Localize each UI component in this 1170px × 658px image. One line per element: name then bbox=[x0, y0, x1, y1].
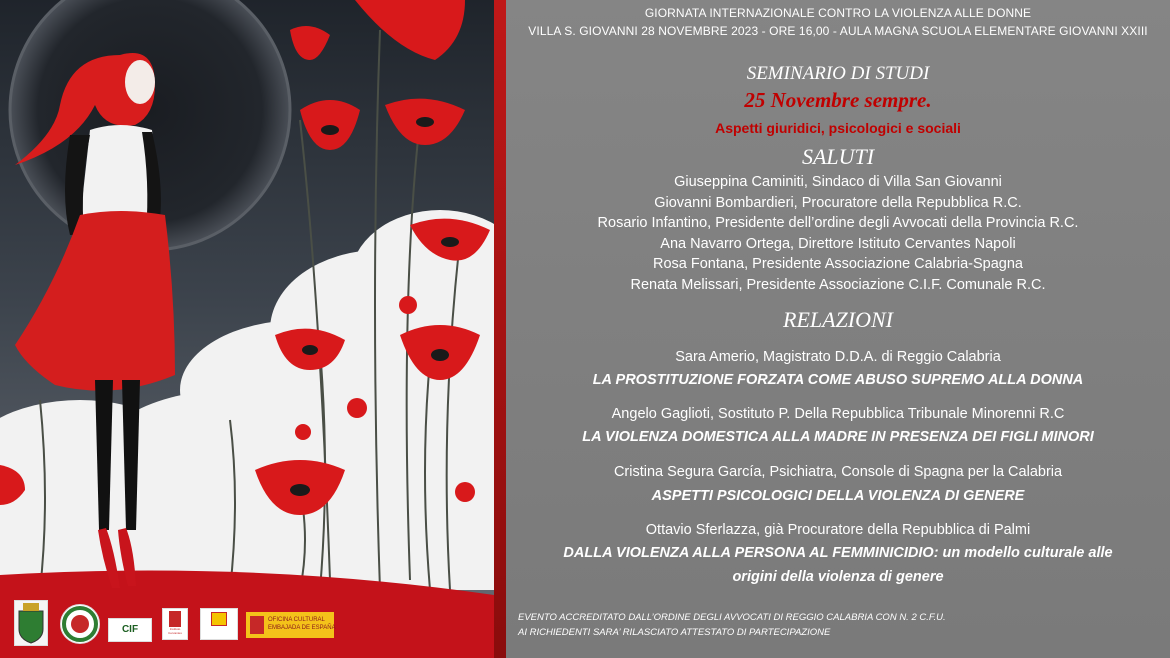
woman-poppies-illustration bbox=[0, 0, 494, 658]
talk-title: LA PROSTITUZIONE FORZATA COME ABUSO SUPREMO ALLA DONNA bbox=[592, 372, 1084, 388]
cif-logo bbox=[108, 618, 152, 642]
cif-logo-text: CIF bbox=[121, 624, 139, 635]
saluti-item: Rosa Fontana, Presidente Associazione Calabria-Spagna bbox=[653, 256, 1023, 272]
talk-title: LA VIOLENZA DOMESTICA ALLA MADRE IN PRESENZA DEI FIGLI MINORI bbox=[582, 429, 1094, 445]
association-round-logo-icon bbox=[60, 604, 100, 644]
speaker-name: Ottavio Sferlazza, già Procuratore della Repubblica di Palmi bbox=[645, 522, 1031, 538]
oficina-cultural-logo bbox=[246, 612, 334, 638]
saluti-item: Ana Navarro Ortega, Direttore Istituto Cervantes Napoli bbox=[660, 236, 1016, 252]
talk-title: DALLA VIOLENZA ALLA PERSONA AL FEMMINICIDIO: un modello culturale alle bbox=[563, 545, 1113, 561]
seminar-subtitle: Aspetti giuridici, psicologici e sociali bbox=[715, 120, 961, 136]
event-header-line1: GIORNATA INTERNAZIONALE CONTRO LA VIOLENZA ALLE DONNE bbox=[644, 6, 1032, 20]
relazioni-heading: RELAZIONI bbox=[783, 307, 893, 332]
speaker-name: Angelo Gaglioti, Sostituto P. Della Repubblica Tribunale Minorenni R.C bbox=[611, 406, 1065, 422]
saluti-item: Rosario Infantino, Presidente dell’ordine degli Avvocati della Provincia R.C. bbox=[597, 215, 1079, 231]
seminar-title: 25 Novembre sempre. bbox=[744, 88, 932, 112]
certificate-note: AI RICHIEDENTI SARA’ RILASCIATO ATTESTATO DI PARTECIPAZIONE bbox=[518, 627, 831, 638]
oficina-cultural-line2: EMBAJADA DE ESPAÑA bbox=[268, 625, 336, 631]
sponsor-logos bbox=[0, 594, 494, 658]
poster-illustration bbox=[0, 0, 494, 658]
oficina-cultural-line1: OFICINA CULTURAL bbox=[268, 617, 325, 623]
cervantes-logo-text: Instituto Cervantes bbox=[168, 627, 182, 635]
accreditation-note: EVENTO ACCREDITATO DALL’ORDINE DEGLI AVVOCATI DI REGGIO CALABRIA CON N. 2 C.F.U. bbox=[518, 612, 946, 623]
speaker-name: Sara Amerio, Magistrato D.D.A. di Reggio Calabria bbox=[675, 349, 1001, 365]
villa-san-giovanni-crest-icon bbox=[14, 600, 48, 646]
program-panel bbox=[506, 0, 1170, 658]
saluti-item: Giovanni Bombardieri, Procuratore della Repubblica R.C. bbox=[654, 195, 1022, 211]
saluti-heading: SALUTI bbox=[801, 144, 875, 169]
instituto-cervantes-logo bbox=[162, 608, 188, 640]
spain-consulate-logo bbox=[200, 608, 238, 640]
decorative-red-strip bbox=[494, 0, 506, 658]
event-header-line2: VILLA S. GIOVANNI 28 NOVEMBRE 2023 - ORE 16,00 - AULA MAGNA SCUOLA ELEMENTARE GIOVANNI XXIII bbox=[528, 24, 1148, 38]
talk-title-continued: origini della violenza di genere bbox=[732, 569, 944, 585]
saluti-item: Renata Melissari, Presidente Associazione C.I.F. Comunale R.C. bbox=[630, 277, 1046, 293]
speaker-name: Cristina Segura García, Psichiatra, Console di Spagna per la Calabria bbox=[613, 464, 1063, 480]
seminar-label: SEMINARIO DI STUDI bbox=[746, 63, 930, 84]
saluti-item: Giuseppina Caminiti, Sindaco di Villa San Giovanni bbox=[674, 174, 1002, 190]
talk-title: ASPETTI PSICOLOGICI DELLA VIOLENZA DI GENERE bbox=[651, 488, 1025, 504]
